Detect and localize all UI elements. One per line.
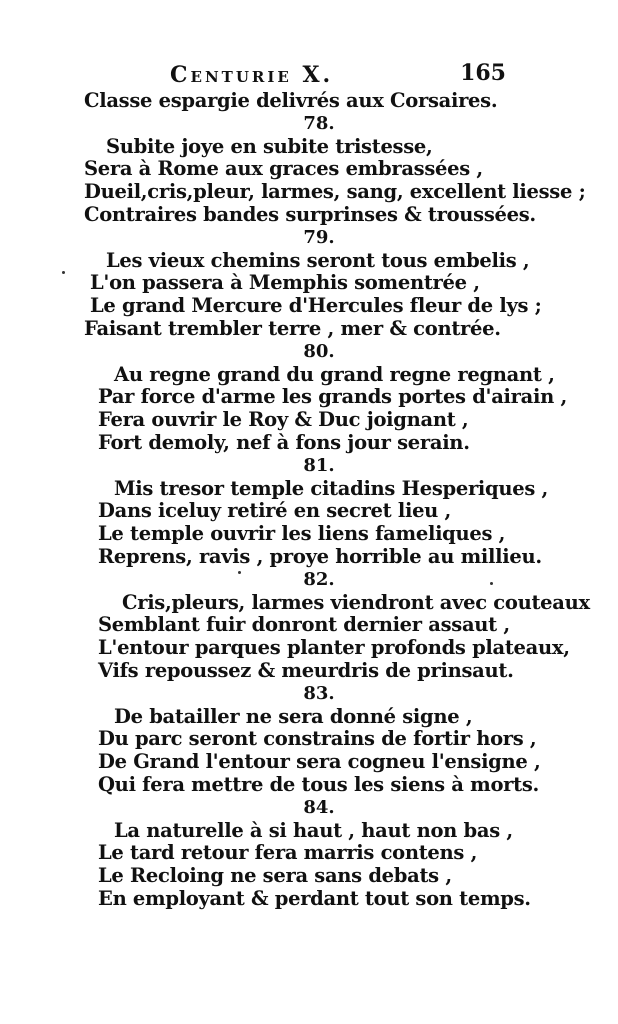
text-line: Fera ouvrir le Roy & Duc joignant , [98, 408, 469, 432]
quatrain-number: 84. [303, 796, 335, 818]
quatrain-number: 82. [303, 568, 335, 590]
text-line: Mis tresor temple citadins Hesperiques , [114, 476, 548, 500]
text-line: Au regne grand du grand regne regnant , [114, 362, 555, 386]
text-line: Subite joye en subite tristesse, [106, 134, 433, 158]
quatrain-number: 78. [303, 112, 335, 134]
text-line: Du parc seront constrains de fortir hors , [98, 727, 537, 751]
ink-speck [490, 582, 493, 585]
text-line: Sera à Rome aux graces embrassées , [84, 157, 483, 181]
text-line: Le Recloing ne sera sans debats , [98, 864, 452, 888]
quatrain-number: 81. [303, 454, 335, 476]
text-line: Le tard retour fera marris contens , [98, 841, 478, 865]
text-line: Fort demoly, nef à fons jour serain. [98, 430, 470, 454]
quatrain-number: 80. [303, 340, 335, 362]
text-line: Le temple ouvrir les liens fameliques , [98, 522, 506, 546]
ink-speck [62, 271, 65, 274]
page-header [86, 58, 516, 90]
text-line: Reprens, ravis , proye horrible au millieu. [98, 544, 542, 568]
text-line: Dueil,cris,pleur, larmes, sang, excellent liesse ; [84, 180, 586, 204]
page-number: 165 [460, 60, 506, 86]
quatrain-text [84, 89, 590, 911]
running-head: Centurie X. [170, 62, 334, 88]
text-line: Classe espargie delivrés aux Corsaires. [84, 89, 498, 112]
text-line: Faisant trembler terre , mer & contrée. [84, 316, 501, 340]
text-line: De Grand l'entour sera cogneu l'ensigne , [98, 750, 541, 774]
text-line: Qui fera mettre de tous les siens à morts. [98, 772, 539, 796]
text-line: Les vieux chemins seront tous embelis , [106, 248, 530, 272]
quatrain-number: 79. [303, 226, 335, 248]
text-line: Contraires bandes surprinses & troussées. [84, 202, 536, 226]
text-line: De batailler ne sera donné signe , [114, 704, 473, 728]
text-line: En employant & perdant tout son temps. [98, 886, 531, 910]
ink-speck [238, 571, 241, 574]
text-line: Vifs repoussez & meurdris de prinsaut. [98, 658, 514, 682]
text-line: Le grand Mercure d'Hercules fleur de lys ; [90, 294, 542, 318]
quatrain-number: 83. [303, 682, 335, 704]
text-line: La naturelle à si haut , haut non bas , [114, 818, 513, 842]
text-line: Cris,pleurs, larmes viendront avec couteaux [122, 590, 590, 614]
text-line: L'on passera à Memphis somentrée , [90, 271, 480, 295]
text-line: L'entour parques planter profonds plateaux, [98, 636, 570, 660]
text-line: Semblant fuir donront dernier assaut , [98, 613, 510, 637]
text-line: Dans iceluy retiré en secret lieu , [98, 499, 452, 523]
text-line: Par force d'arme les grands portes d'airain , [98, 385, 567, 409]
